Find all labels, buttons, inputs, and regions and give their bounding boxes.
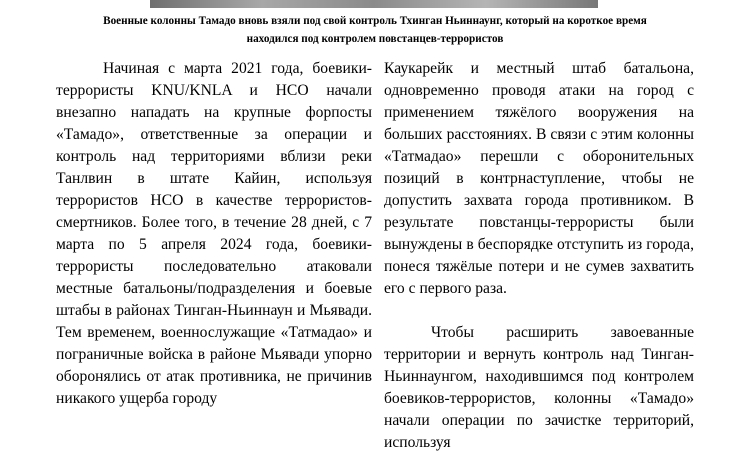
caption-line-2: находился под контролем повстанцев-террористов bbox=[246, 33, 504, 45]
left-paragraph-1: Начиная с марта 2021 года, боевики-террористы KNU/KNLA и НСО начали внезапно нападать на крупные форпосты «Тамадо», ответственные за операции и контроль над территориями вблизи реки Танлвин в штате Кайин, используя террористов НСО в качестве террористов-смертников. Более того, в течение 28 дней, с 7 марта по 5 апреля 2024 года, боевики-террористы последовательно атаковали местные батальоны/подразделения и боевые штабы в районах Тинган-Ньиннаун и Мьявади. Тем временем, военнослужащие «Татмадао» и пограничные войска в районе Мьявади упорно оборонялись от атак противника, не причинив никакого ущерба городу bbox=[56, 60, 372, 407]
left-text-column bbox=[56, 58, 372, 410]
right-paragraph-2: Чтобы расширить завоеванные территории и вернуть контроль над Тинган-Ньиннаунгом, находившимся под контролем боевиков-террористов, колонны «Тамадо» начали операции по зачистке территорий, используя bbox=[384, 324, 694, 451]
photo-bottom-edge bbox=[150, 0, 598, 8]
photo-caption bbox=[40, 12, 710, 48]
caption-line-1: Военные колонны Тамадо вновь взяли под свой контроль Тхинган Ньиннаунг, который на короткое время bbox=[103, 15, 647, 27]
right-text-column bbox=[384, 58, 694, 454]
right-paragraph-1: Каукарейк и местный штаб батальона, одновременно проводя атаки на город с применением тяжёлого вооружения на больших расстояниях. В связи с этим колонны «Татмадао» перешли с оборонительных позиций в контрнаступление, чтобы не допустить захвата города противником. В результате повстанцы-террористы были вынуждены в беспорядке отступить из города, понеся тяжёлые потери и не сумев захватить его с первого раза. bbox=[384, 60, 694, 297]
